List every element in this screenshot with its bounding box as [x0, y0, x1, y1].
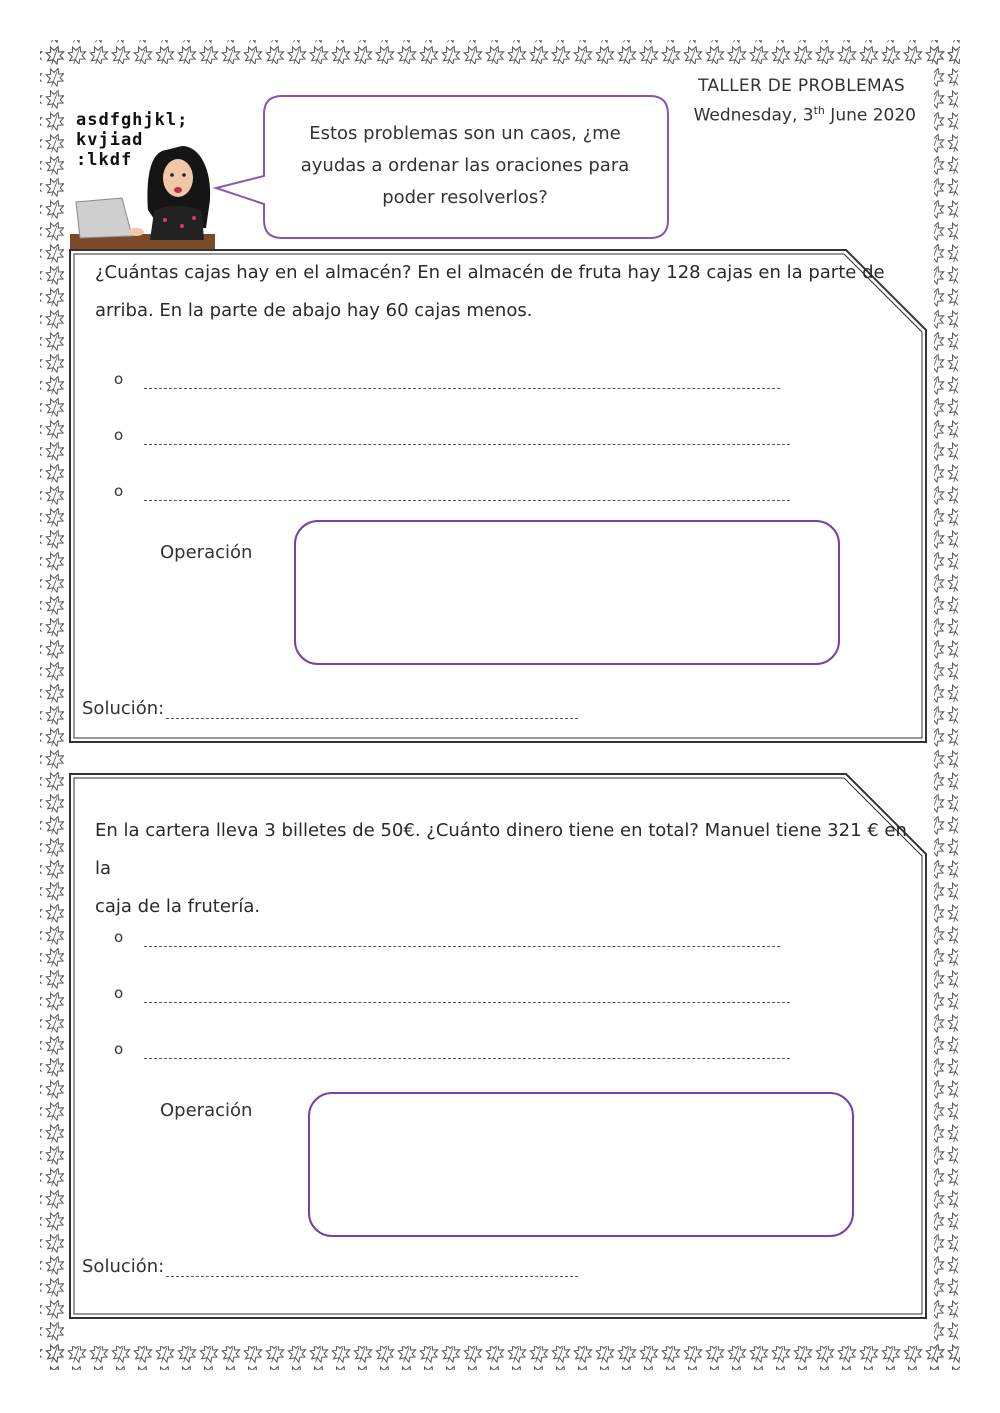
- speech-bubble-text: [290, 118, 640, 214]
- bubble-line: ayudas a ordenar las oraciones para: [300, 155, 630, 176]
- solution-line[interactable]: [166, 718, 578, 719]
- bubble-line: poder resolverlos?: [382, 187, 548, 208]
- problem-line: ¿Cuántas cajas hay en el almacén? En el almacén de fruta hay 128 cajas en la parte de: [95, 262, 885, 283]
- operation-box[interactable]: [294, 520, 840, 665]
- bubble-line: Estos problemas son un caos, ¿me: [309, 123, 621, 144]
- keyboard-letters: [76, 110, 226, 170]
- problem-line: arriba. En la parte de abajo hay 60 cajas menos.: [95, 300, 533, 321]
- keyboard-letters-line: :lkdf: [76, 150, 133, 170]
- problem-line: caja de la frutería.: [95, 896, 261, 917]
- operation-box[interactable]: [308, 1092, 854, 1237]
- answer-line[interactable]: [144, 444, 790, 445]
- date-superscript: th: [813, 104, 825, 117]
- problem-2-statement: [95, 812, 925, 926]
- problem-line: En la cartera lleva 3 billetes de 50€. ¿Cuánto dinero tiene en total? Manuel tiene 321 € en la: [95, 820, 907, 879]
- bullet-marker: o: [114, 984, 124, 1002]
- solution-label: Solución:: [82, 698, 165, 719]
- date-prefix: Wednesday, 3: [693, 105, 814, 126]
- worksheet-title: TALLER DE PROBLEMAS: [698, 76, 905, 96]
- answer-line[interactable]: [144, 946, 780, 947]
- solution-line[interactable]: [166, 1276, 578, 1277]
- bullet-marker: o: [114, 928, 124, 946]
- solution-label: Solución:: [82, 1256, 165, 1277]
- keyboard-letters-line: asdfghjkl;: [76, 110, 189, 130]
- answer-line[interactable]: [144, 500, 790, 501]
- operation-label: Operación: [160, 542, 253, 563]
- bullet-marker: o: [114, 1040, 124, 1058]
- bullet-marker: o: [114, 482, 124, 500]
- answer-line[interactable]: [144, 388, 780, 389]
- answer-line[interactable]: [144, 1058, 790, 1059]
- keyboard-letters-line: kvjiad: [76, 130, 144, 150]
- problem-1-statement: [95, 254, 915, 330]
- bullet-marker: o: [114, 426, 124, 444]
- date-suffix: June 2020: [824, 105, 916, 126]
- bullet-marker: o: [114, 370, 124, 388]
- answer-line[interactable]: [144, 1002, 790, 1003]
- operation-label: Operación: [160, 1100, 253, 1121]
